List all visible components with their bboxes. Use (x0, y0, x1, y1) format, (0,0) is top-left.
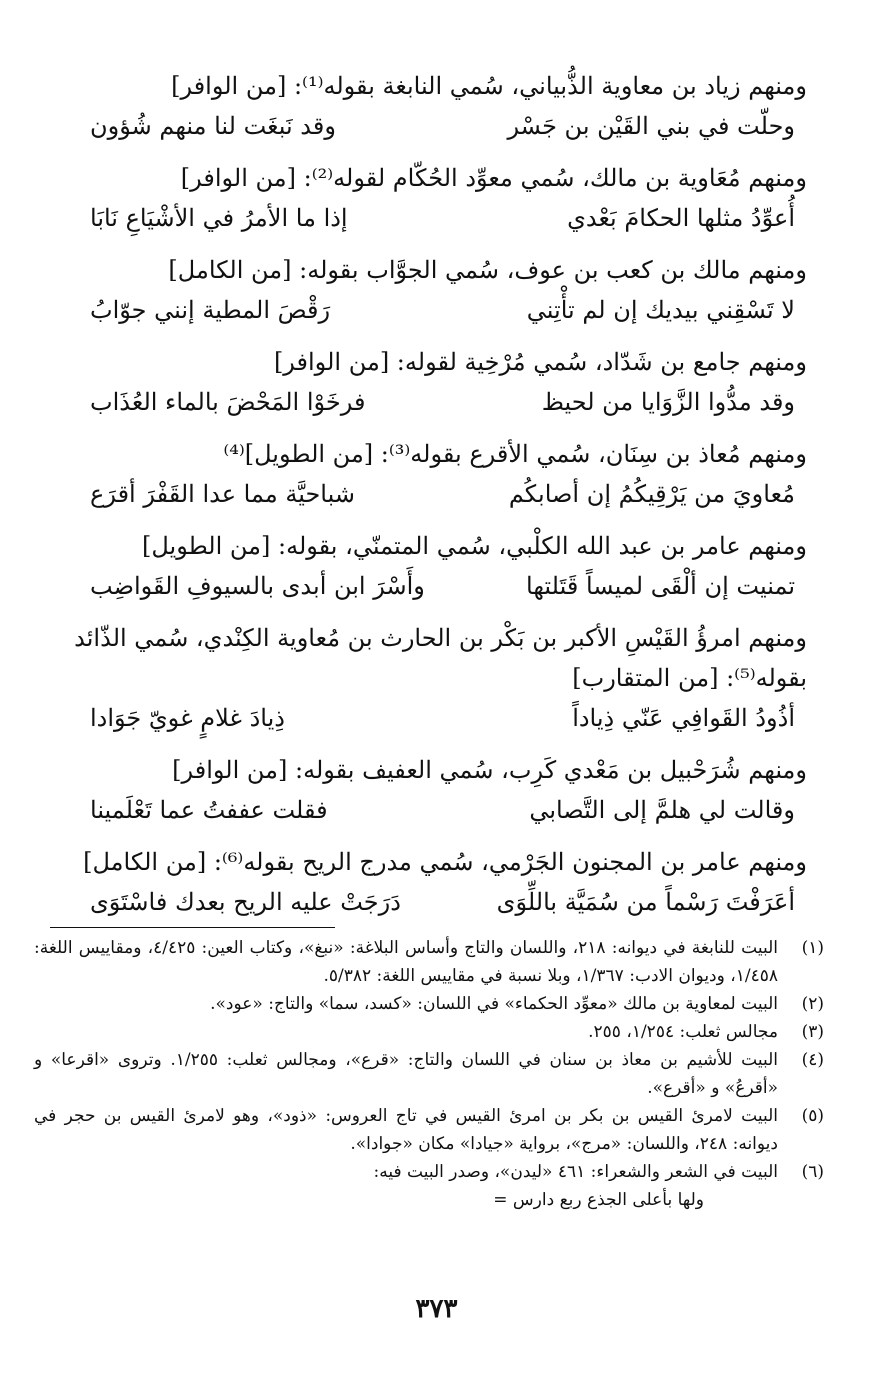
verse-first-hemistich: أعَرَفْتَ رَسْماً من سُمَيَّة باللِّوَى (496, 888, 795, 916)
footnote-number: (١) (801, 938, 824, 958)
footnote (34, 1018, 824, 1046)
footnote-divider (50, 927, 335, 928)
verse-first-hemistich: مُعاويَ من يَرْقِيكُمُ إن أصابكُم (508, 480, 795, 508)
footnotes (34, 934, 824, 1214)
poem-entry (50, 434, 821, 514)
footnote-number: (٤) (801, 1050, 824, 1070)
verse-second-hemistich: شباحيَّة مما عدا القَفْرَ أقرَع (90, 480, 355, 508)
verse-second-hemistich: فرخَوْا المَحْضَ بالماء العُذَاب (90, 388, 366, 416)
footnote-text: البيت لامرئ القيس بن بكر بن امرئ القيس في تاج العروس: «ذود»، وهو لامرئ القيس بن حجر في ديوانه: ٢٤٨، واللسان: «مرج»، برواية «جيادا» مكان «جوادا». (34, 1106, 778, 1154)
verse-first-hemistich: لا تَسْقِني بيديك إن لم تأْتِني (526, 296, 795, 324)
verse-second-hemistich: رَقْصَ المطية إنني جوّابُ (90, 296, 331, 324)
verse-line (50, 106, 821, 146)
verse-line (50, 698, 821, 738)
verse-second-hemistich: وقد نَبغَت لنا منهم شُؤون (90, 112, 336, 140)
verse-first-hemistich: أذُودُ القَوافِي عَنّي ذِياداً (572, 704, 795, 732)
footnote (34, 934, 824, 990)
footnote-text: البيت في الشعر والشعراء: ٤٦١ «ليدن»، وصدر البيت فيه: (373, 1162, 778, 1182)
entry-intro: ومنهم عامر بن عبد الله الكلْبي، سُمي المتمنّي، بقوله: [من الطويل] (141, 532, 807, 560)
footnote-text: مجالس ثعلب: ١/٢٥٤، ٢٥٥. (588, 1022, 778, 1042)
verse-line (50, 882, 821, 922)
verse-second-hemistich: وأَسْرَ ابن أبدى بالسيوفِ القَواضِب (90, 572, 425, 600)
entry-intro: ومنهم امرؤُ القَيْسِ الأكبر بن بَكْر بن الحارث بن مُعاوية الكِنْدي، سُمي الذّائد بقوله⁽⁵⁾: [من المتقارب] (74, 624, 807, 692)
verse-line (50, 474, 821, 514)
footnote-number: (٢) (801, 994, 824, 1014)
footnote-quote: ولها بأعلى الجذع ربع دارس = (493, 1190, 704, 1210)
poem-entry (50, 250, 821, 330)
poem-entry (50, 750, 821, 830)
entry-intro: ومنهم مُعَاوية بن مالك، سُمي معوِّد الحُكّام لقوله⁽²⁾: [من الوافر] (180, 164, 807, 192)
footnote (34, 1158, 824, 1186)
verse-first-hemistich: وحلّت في بني القَيْن بن جَسْر (507, 112, 795, 140)
poem-entry (50, 618, 821, 738)
entry-intro: ومنهم زياد بن معاوية الذُّبياني، سُمي النابغة بقوله⁽¹⁾: [من الوافر] (171, 72, 807, 100)
verse-first-hemistich: تمنيت إن ألْقَى لميساً قَتَلتها (526, 572, 795, 600)
verse-line (50, 566, 821, 606)
footnote-text: البيت لمعاوية بن مالك «معوِّد الحكماء» في اللسان: «كسد، سما» والتاج: «عود». (210, 994, 778, 1014)
main-text (50, 66, 821, 934)
verse-first-hemistich: وقالت لي هلمَّ إلى التَّصابي (529, 796, 795, 824)
footnote-number: (٦) (801, 1162, 824, 1182)
verse-line (50, 290, 821, 330)
entry-intro: ومنهم مُعاذ بن سِنَان، سُمي الأقرع بقوله⁽³⁾: [من الطويل]⁽⁴⁾ (223, 440, 807, 468)
entry-intro: ومنهم شُرَحْبيل بن مَعْدي كَرِب، سُمي العفيف بقوله: [من الوافر] (172, 756, 807, 784)
page-number: ٣٧٣ (415, 1294, 458, 1324)
poem-entry (50, 526, 821, 606)
entry-intro: ومنهم مالك بن كعب بن عوف، سُمي الجوَّاب بقوله: [من الكامل] (168, 256, 807, 284)
verse-first-hemistich: أُعوِّدُ مثلها الحكامَ بَعْدي (567, 204, 795, 232)
footnote (34, 1046, 824, 1102)
verse-first-hemistich: وقد مدُّوا الزَّوَايا من لحيظ (541, 388, 795, 416)
entry-intro: ومنهم جامع بن شَدّاد، سُمي مُرْخِية لقوله: [من الوافر] (273, 348, 807, 376)
verse-second-hemistich: فقلت عففتُ عما تَعْلَمينا (90, 796, 328, 824)
verse-second-hemistich: إذا ما الأمرُ في الأشْيَاعِ نَابَا (90, 204, 348, 232)
verse-second-hemistich: دَرَجَتْ عليه الريح بعدك فاسْتَوَى (90, 888, 401, 916)
verse-second-hemistich: ذِيادَ غلامٍ غويّ جَوَادا (90, 704, 285, 732)
verse-line (50, 790, 821, 830)
verse-line (50, 198, 821, 238)
poem-entry (50, 842, 821, 922)
footnote-text: البيت للأشيم بن معاذ بن سنان في اللسان والتاج: «قرع»، ومجالس ثعلب: ١/٢٥٥. وتروى «اقرعا» و «أقرعُ» و «أقرع». (34, 1050, 778, 1098)
poem-entry (50, 66, 821, 146)
entry-intro: ومنهم عامر بن المجنون الجَرْمي، سُمي مدرج الريح بقوله⁽⁶⁾: [من الكامل] (83, 848, 807, 876)
footnote-number: (٣) (801, 1022, 824, 1042)
footnote-number: (٥) (801, 1106, 824, 1126)
verse-line (50, 382, 821, 422)
footnote (34, 1102, 824, 1158)
footnote-text: البيت للنابغة في ديوانه: ٢١٨، واللسان والتاج وأساس البلاغة: «نبغ»، وكتاب العين: ٤/٤٢٥، ومقاييس اللغة: ١/٤٥٨، وديوان الادب: ١/٣٦٧، وبلا نسبة في مقاييس اللغة: ٥/٣٨٢. (34, 938, 779, 986)
poem-entry (50, 158, 821, 238)
poem-entry (50, 342, 821, 422)
footnote (34, 990, 824, 1018)
